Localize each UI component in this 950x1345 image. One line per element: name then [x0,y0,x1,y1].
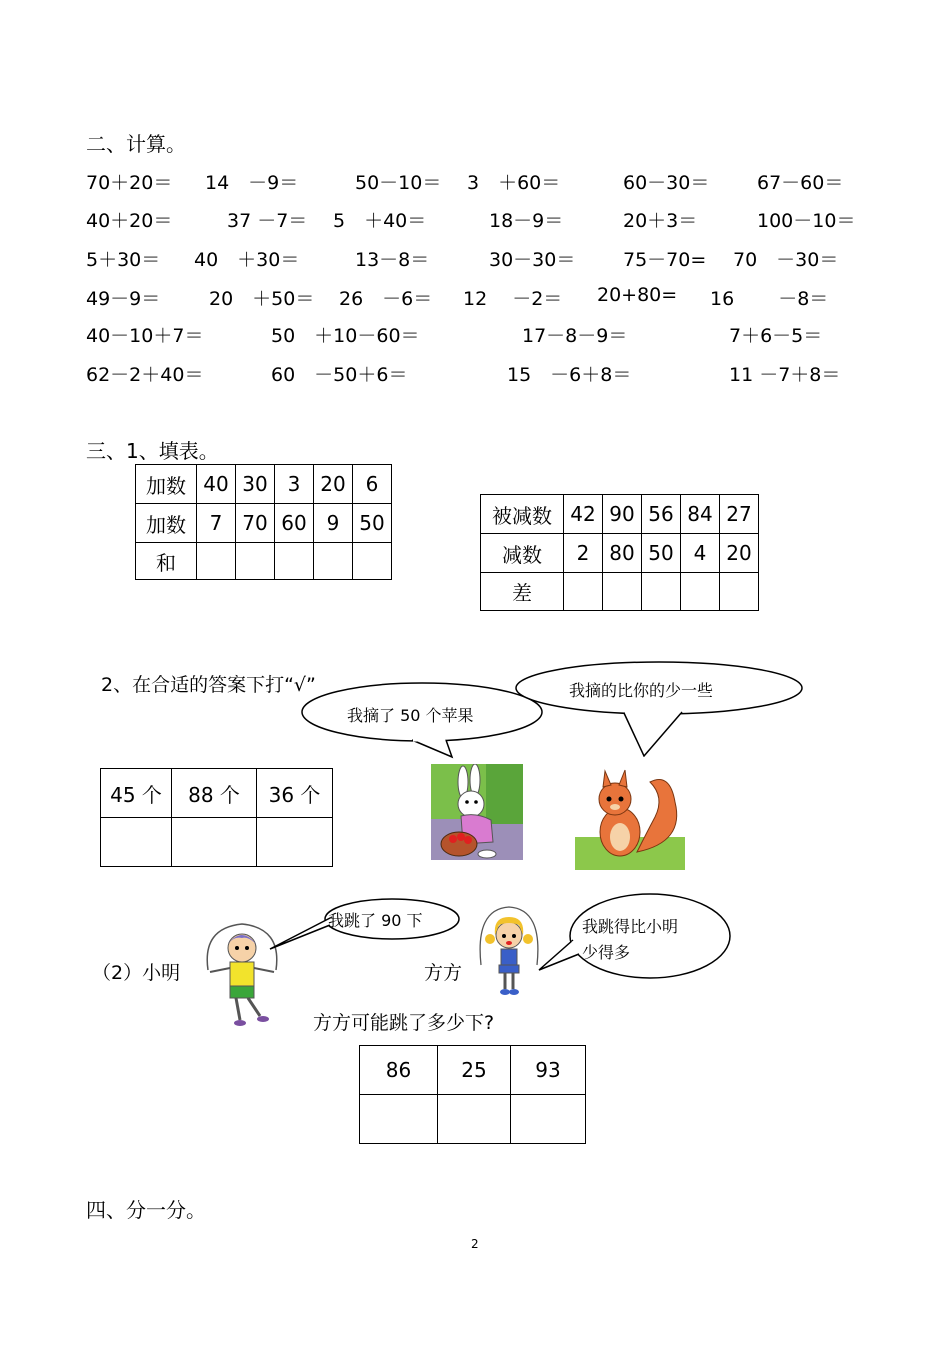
equation: 5＋30＝ [86,249,161,271]
choice-label: 45 个 [101,769,172,818]
table-cell: 7 [197,504,236,543]
answer-cell[interactable] [275,543,314,580]
check-cell[interactable] [360,1095,438,1144]
girl-jumping-rope-illustration [475,905,543,997]
answer-cell[interactable] [314,543,353,580]
squirrel-illustration [575,757,685,870]
equation: 50 ＋10－60＝ [271,325,420,347]
question-fangfang: 方方可能跳了多少下? [313,1012,495,1034]
speech-bubble-squirrel [514,660,808,760]
table-cell: 50 [642,534,681,573]
equation: 16 －8＝ [710,288,829,310]
equation: 20 ＋50＝ [209,288,315,310]
equation: 14 －9＝ [205,172,299,194]
equation: 12 －2＝ [463,288,563,310]
answer-cell[interactable] [197,543,236,580]
speech-text-squirrel: 我摘的比你的少一些 [569,681,714,700]
equation: 62－2＋40＝ [86,364,204,386]
equation: 70＋20＝ [86,172,173,194]
equation: 3 ＋60＝ [467,172,561,194]
table-cell: 70 [236,504,275,543]
table-cell: 27 [720,495,759,534]
equation: 15 －6＋8＝ [507,364,632,386]
table-cell: 9 [314,504,353,543]
answer-cell[interactable] [236,543,275,580]
equation: 75－70= [623,249,707,271]
equation: 40 ＋30＝ [194,249,300,271]
speech-text-fangfang-line1: 我跳得比小明 [582,917,679,936]
rabbit-with-basket-illustration [431,764,523,860]
equation: 60 －50＋6＝ [271,364,408,386]
equation: 13－8＝ [355,249,430,271]
addition-table [135,464,392,580]
choice-label: 86 [360,1046,438,1095]
answer-cell[interactable] [720,573,759,611]
choice-label: 93 [511,1046,586,1095]
equation: 20＋3＝ [623,210,698,232]
table-cell: 20 [720,534,759,573]
equation: 40＋20＝ [86,210,173,232]
table-cell: 40 [197,465,236,504]
table-cell: 56 [642,495,681,534]
question2-title: 2、在合适的答案下打“√” [101,674,316,696]
choice-table-jumps [359,1045,586,1144]
speech-text-rabbit: 我摘了 50 个苹果 [347,706,474,725]
choice-label: 88 个 [172,769,257,818]
table-cell: 50 [353,504,392,543]
label-xiaoming: （2）小明 [92,962,181,984]
equation: 60－30＝ [623,172,710,194]
choice-table-apples [100,768,333,867]
check-cell[interactable] [438,1095,511,1144]
speech-text-fangfang-line2: 少得多 [582,943,631,962]
equation: 40－10＋7＝ [86,325,204,347]
row-label: 差 [481,573,564,611]
equation: 17－8－9＝ [522,325,628,347]
equation: 11 －7＋8＝ [729,364,841,386]
row-label: 加数 [136,465,197,504]
equation: 37 －7＝ [227,210,308,232]
page-number: 2 [471,1237,479,1251]
table-cell: 60 [275,504,314,543]
check-cell[interactable] [257,818,333,867]
table-cell: 30 [236,465,275,504]
equation: 7＋6－5＝ [729,325,823,347]
table-cell: 80 [603,534,642,573]
equation: 26 －6＝ [339,288,433,310]
check-cell[interactable] [172,818,257,867]
answer-cell[interactable] [642,573,681,611]
table-cell: 3 [275,465,314,504]
speech-text-xiaoming: 我跳了 90 下 [328,911,423,930]
table-cell: 90 [603,495,642,534]
equation: 18－9＝ [489,210,564,232]
section2-heading: 二、计算。 [86,132,186,156]
equation: 67－60＝ [757,172,844,194]
table-cell: 42 [564,495,603,534]
row-label: 和 [136,543,197,580]
table-cell: 2 [564,534,603,573]
equation: 20+80= [597,284,678,306]
answer-cell[interactable] [353,543,392,580]
check-cell[interactable] [511,1095,586,1144]
row-label: 减数 [481,534,564,573]
table-cell: 20 [314,465,353,504]
choice-label: 36 个 [257,769,333,818]
equation: 100－10＝ [757,210,856,232]
table-cell: 6 [353,465,392,504]
equation: 5 ＋40＝ [333,210,427,232]
subtraction-table [480,494,759,611]
answer-cell[interactable] [681,573,720,611]
equation: 49－9＝ [86,288,161,310]
row-label: 加数 [136,504,197,543]
answer-cell[interactable] [603,573,642,611]
table-cell: 84 [681,495,720,534]
table-cell: 4 [681,534,720,573]
equation: 50－10＝ [355,172,442,194]
section4-heading: 四、分一分。 [86,1198,206,1222]
section3-heading: 三、1、填表。 [86,439,219,463]
speech-bubble-fangfang [535,892,735,982]
equation: 70 －30＝ [733,249,839,271]
equation: 30－30＝ [489,249,576,271]
row-label: 被减数 [481,495,564,534]
check-cell[interactable] [101,818,172,867]
choice-label: 25 [438,1046,511,1095]
answer-cell[interactable] [564,573,603,611]
label-fangfang: 方方 [424,962,463,984]
